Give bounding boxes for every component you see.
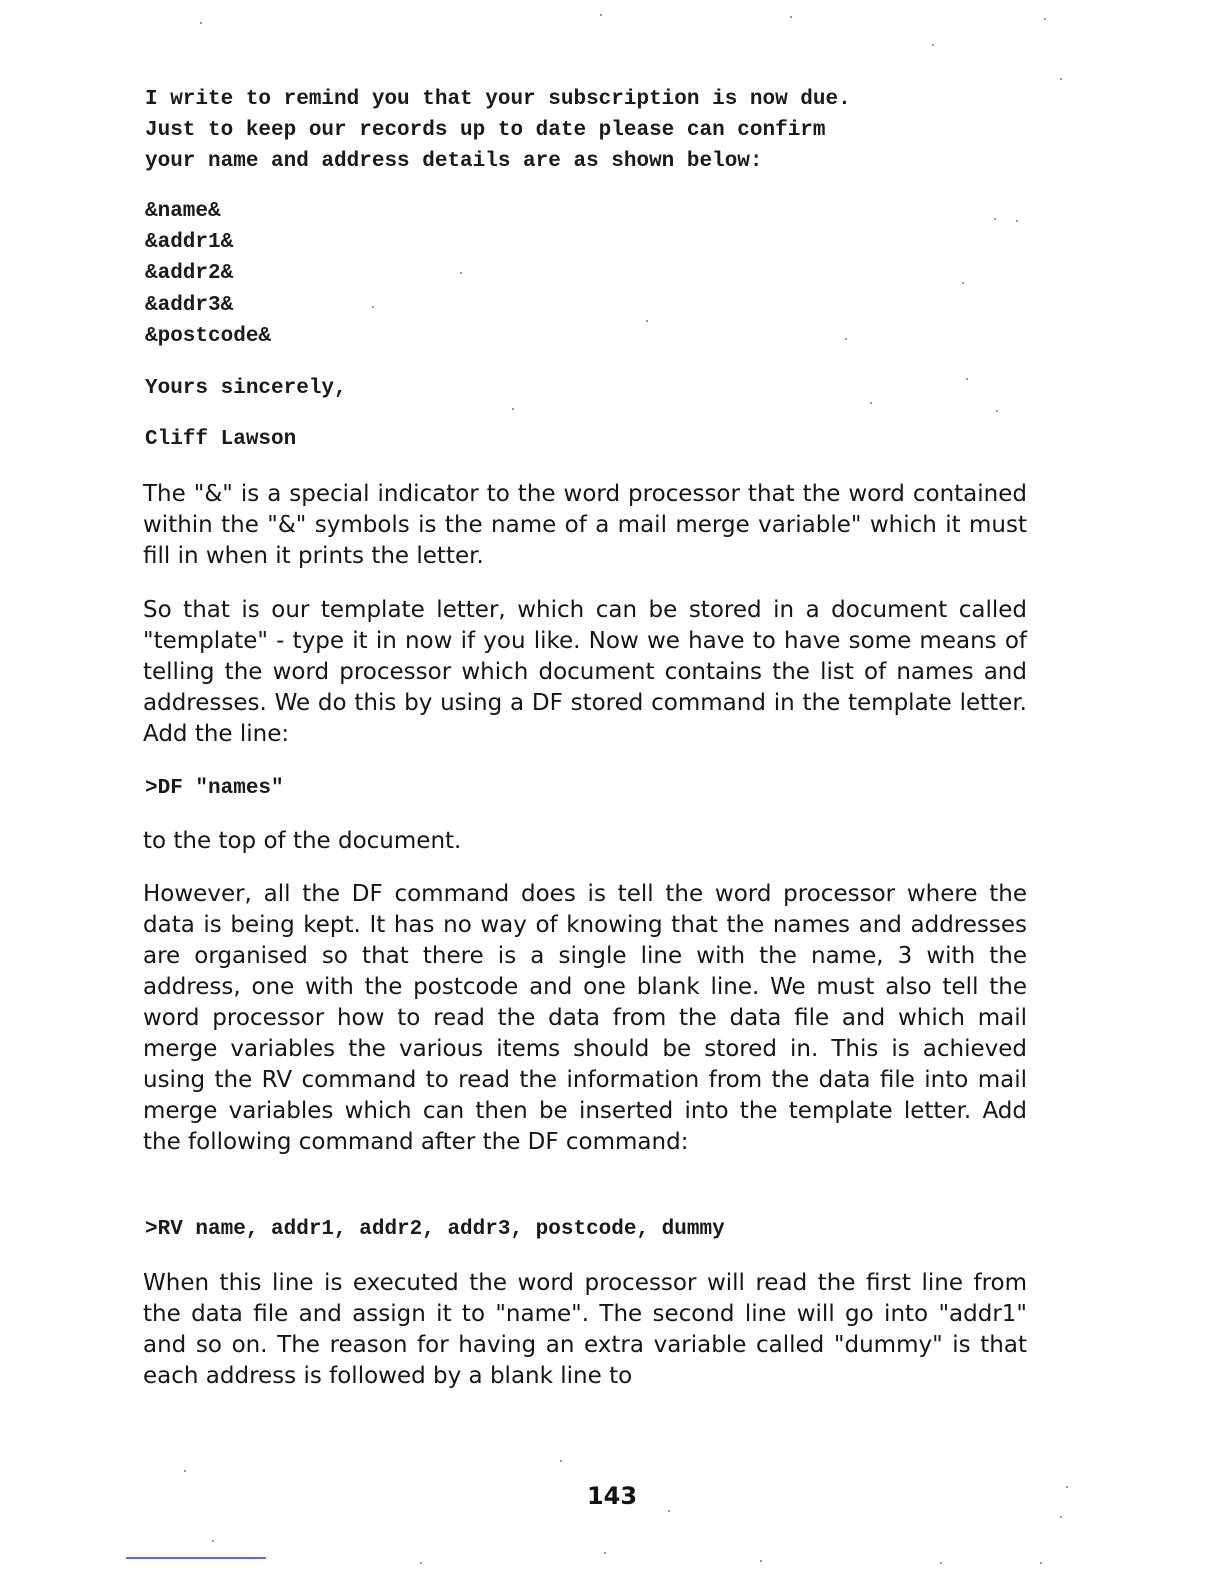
letter-intro-line-1: I write to remind you that your subscription is now due.	[145, 88, 851, 111]
scan-speck	[1016, 220, 1018, 222]
scan-speck	[1066, 1486, 1068, 1488]
paragraph-df-command-explanation: However, all the DF command does is tell the word processor where the data is being kept. It has no way of knowing that the names and addresses are organised so that there is a single line with the name, 3 with the address, one with the postcode and one blank line. We must also tell the word processor how to read the data from the data file and which mail merge variables the various items should be stored in. This is achieved using the RV command to read the information from the data file into mail merge variables which can then be inserted into the template letter. Add the following command after the DF command:	[143, 881, 1027, 1155]
scan-speck	[460, 272, 462, 274]
merge-field-addr1: &addr1&	[145, 231, 234, 254]
scan-speck	[560, 1460, 562, 1462]
scan-speck	[845, 338, 847, 340]
paragraph-ampersand-explanation: The "&" is a special indicator to the word processor that the word contained within the "&" symbols is the name of a mail merge variable" which it must fill in when it prints the letter.	[143, 481, 1027, 569]
letter-intro-line-3: your name and address details are as shown below:	[145, 150, 763, 173]
scan-speck	[962, 282, 964, 284]
page-number: 143	[586, 1482, 638, 1510]
scan-speck	[512, 408, 514, 410]
scan-speck	[790, 16, 792, 18]
scan-speck	[996, 410, 998, 412]
scan-speck	[932, 44, 934, 46]
paragraph-template-letter: So that is our template letter, which can be stored in a document called "template" - type it in now if you like. Now we have to have some means of telling the word processor which document contains the list of names and addresses. We do this by using a DF stored command in the template letter. Add the line:	[143, 597, 1027, 747]
scan-speck	[760, 1560, 762, 1562]
scan-speck	[372, 306, 374, 308]
merge-field-name: &name&	[145, 200, 221, 223]
scan-speck	[646, 320, 648, 322]
letter-intro-line-2: Just to keep our records up to date please can confirm	[145, 119, 826, 142]
merge-field-addr3: &addr3&	[145, 294, 234, 317]
footer-rule	[126, 1557, 266, 1559]
scan-speck	[1044, 18, 1046, 20]
letter-signature: Cliff Lawson	[145, 428, 297, 451]
scan-speck	[1060, 78, 1062, 80]
scan-speck	[600, 14, 602, 16]
scan-speck	[184, 1470, 186, 1472]
scan-speck	[994, 218, 996, 220]
merge-field-addr2: &addr2&	[145, 262, 234, 285]
paragraph-rv-execution: When this line is executed the word processor will read the first line from the data file and assign it to "name". The second line will go into "addr1" and so on. The reason for having an extra variable called "dummy" is that each address is followed by a blank line to	[143, 1270, 1027, 1389]
scan-speck	[668, 1510, 670, 1512]
scan-speck	[1060, 1516, 1062, 1518]
scan-speck	[420, 1562, 422, 1564]
scan-speck	[212, 1540, 214, 1542]
code-df-command: >DF "names"	[145, 777, 284, 800]
scan-speck	[966, 378, 968, 380]
scan-speck	[1040, 1562, 1042, 1564]
scan-speck	[604, 1552, 606, 1554]
scan-speck	[940, 1562, 942, 1564]
scan-speck	[870, 402, 872, 404]
merge-field-postcode: &postcode&	[145, 325, 272, 348]
scan-speck	[200, 22, 202, 24]
paragraph-top-of-document: to the top of the document.	[143, 828, 462, 854]
letter-closing: Yours sincerely,	[145, 377, 347, 400]
code-rv-command: >RV name, addr1, addr2, addr3, postcode, dummy	[145, 1218, 725, 1241]
